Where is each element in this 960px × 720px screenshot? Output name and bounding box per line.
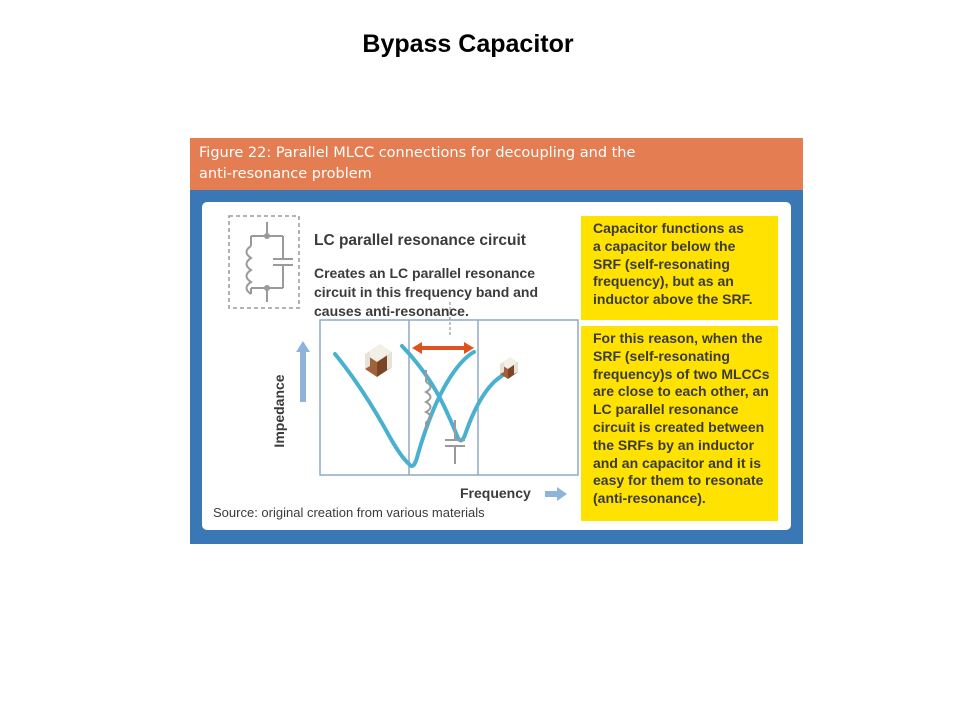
note-line: frequency)s of two MLCCs bbox=[593, 365, 770, 382]
impedance-curve-2 bbox=[402, 346, 514, 440]
note-line: (anti-resonance). bbox=[593, 490, 706, 507]
circuit-description bbox=[314, 264, 579, 321]
figure-caption bbox=[190, 138, 803, 190]
note-line: a capacitor below the bbox=[593, 237, 736, 254]
caption-line: anti-resonance problem bbox=[199, 166, 372, 182]
note-line: easy for them to resonate bbox=[593, 472, 764, 489]
note-box-anti-resonance bbox=[581, 326, 778, 521]
note-line: For this reason, when the bbox=[593, 330, 763, 346]
note-line: are close to each other, an bbox=[593, 383, 769, 400]
x-axis-arrow bbox=[545, 487, 567, 501]
circuit-description-line: circuit in this frequency band and bbox=[314, 284, 539, 300]
circuit-description-line: Creates an LC parallel resonance bbox=[314, 265, 535, 281]
figure-frame bbox=[190, 190, 803, 544]
circuit-title: LC parallel resonance circuit bbox=[314, 232, 526, 249]
chart-box bbox=[320, 320, 578, 475]
note-box-srf bbox=[581, 216, 778, 320]
note-line: and an capacitor and it is bbox=[593, 454, 762, 471]
impedance-curve-1 bbox=[335, 352, 474, 466]
note-line: frequency), but as an bbox=[593, 273, 734, 290]
figure-panel bbox=[202, 202, 791, 530]
mlcc-chip-icon-large bbox=[365, 344, 392, 377]
y-axis-arrow bbox=[296, 341, 310, 402]
note-line: SRF (self-resonating bbox=[593, 347, 730, 364]
lc-circuit-icon bbox=[229, 216, 299, 308]
note-line: LC parallel resonance bbox=[593, 401, 739, 418]
y-axis-label: Impedance bbox=[271, 374, 287, 448]
source-note: Source: original creation from various materials bbox=[213, 505, 485, 520]
note-line: SRF (self-resonating bbox=[593, 255, 730, 272]
note-line: the SRFs by an inductor bbox=[593, 436, 755, 453]
note-line: inductor above the SRF. bbox=[593, 291, 753, 308]
x-axis-label: Frequency bbox=[460, 485, 531, 501]
caption-line: Figure 22: Parallel MLCC connections for decoupling and the bbox=[199, 145, 636, 161]
circuit-dashed-box bbox=[229, 216, 299, 308]
note-line: circuit is created between bbox=[593, 418, 765, 435]
slide-title: Bypass Capacitor bbox=[362, 30, 574, 58]
circuit-description-line: causes anti-resonance. bbox=[314, 303, 469, 319]
anti-resonance-arrow bbox=[412, 342, 474, 354]
figure bbox=[190, 138, 803, 544]
note-line: Capacitor functions as bbox=[593, 220, 744, 236]
